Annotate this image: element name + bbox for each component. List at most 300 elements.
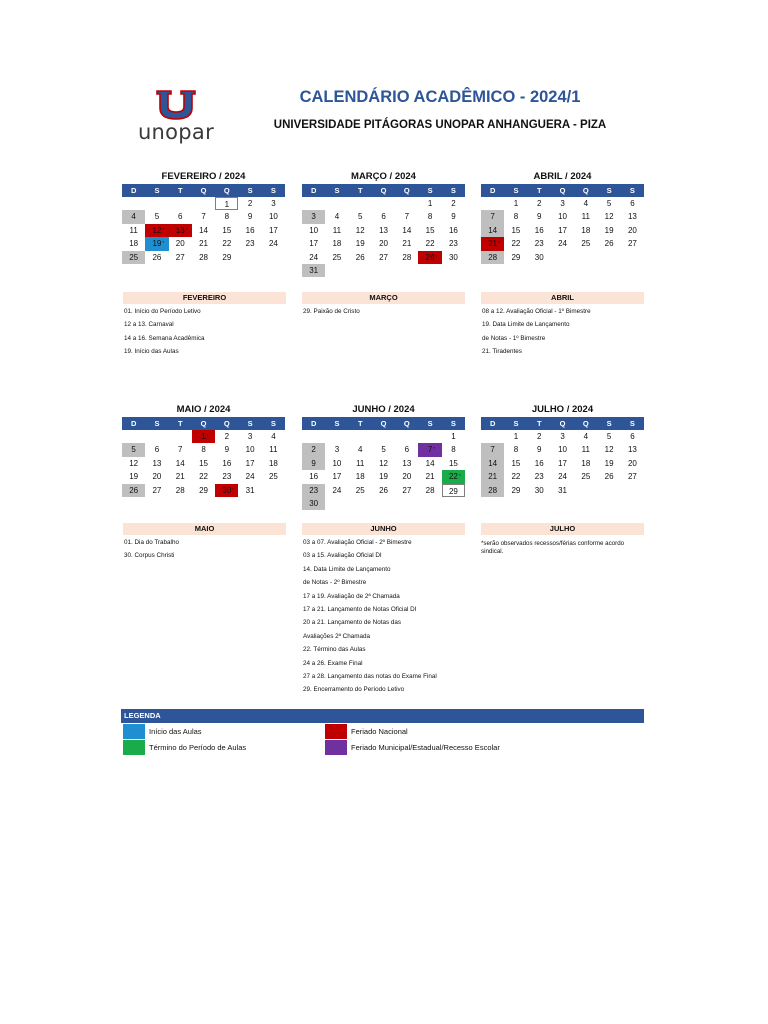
empty-cell bbox=[302, 197, 325, 210]
day-cell bbox=[262, 224, 285, 237]
empty-cell bbox=[122, 430, 145, 443]
day-cell bbox=[528, 197, 551, 210]
day-cell bbox=[372, 237, 395, 250]
day-cell bbox=[442, 210, 465, 223]
calendar-grid bbox=[302, 417, 465, 510]
day-number: 8 bbox=[451, 445, 456, 455]
day-cell bbox=[169, 484, 192, 497]
day-number: 5 bbox=[154, 212, 160, 222]
day-number: 24 bbox=[309, 252, 319, 262]
day-number: 29 bbox=[425, 252, 435, 262]
day-cell bbox=[169, 210, 192, 223]
empty-cell bbox=[621, 484, 644, 497]
weekday-header: S bbox=[418, 417, 441, 430]
day-number: 14 bbox=[425, 458, 435, 468]
day-number: 12 bbox=[604, 212, 614, 222]
day-cell bbox=[215, 210, 238, 223]
day-cell bbox=[122, 443, 145, 456]
weekday-header: Q bbox=[215, 184, 238, 197]
day-cell bbox=[325, 251, 348, 264]
empty-cell bbox=[349, 264, 372, 277]
day-cell bbox=[238, 237, 261, 250]
day-number: 6 bbox=[178, 212, 183, 222]
day-cell bbox=[621, 210, 644, 223]
legend-label: Feriado Nacional bbox=[351, 727, 408, 736]
day-number: 19 bbox=[604, 225, 614, 235]
day-cell bbox=[122, 237, 145, 250]
day-marker: * bbox=[232, 486, 235, 492]
day-cell bbox=[302, 237, 325, 250]
day-cell bbox=[145, 224, 168, 237]
day-cell bbox=[442, 457, 465, 470]
event-item: 12 a 13. Carnaval bbox=[124, 321, 174, 329]
day-number: 25 bbox=[129, 252, 139, 262]
empty-cell bbox=[145, 197, 168, 210]
day-cell bbox=[169, 224, 192, 237]
day-number: 26 bbox=[604, 239, 614, 249]
municipal-holiday-swatch-icon bbox=[325, 740, 347, 755]
empty-cell bbox=[442, 264, 465, 277]
day-number: 25 bbox=[581, 472, 591, 482]
weekday-header: Q bbox=[395, 184, 418, 197]
day-number: 13 bbox=[627, 445, 637, 455]
day-number: 12 bbox=[129, 458, 139, 468]
month-calendar-may bbox=[122, 403, 285, 497]
day-cell bbox=[418, 443, 441, 456]
day-number: 17 bbox=[245, 458, 255, 468]
event-item: 20 a 21. Lançamento de Notas das bbox=[303, 619, 402, 627]
day-cell bbox=[597, 197, 620, 210]
day-cell bbox=[481, 237, 504, 250]
event-item: 14 a 16. Semana Acadêmica bbox=[124, 334, 205, 342]
day-cell bbox=[145, 484, 168, 497]
day-cell bbox=[122, 210, 145, 223]
day-marker: * bbox=[458, 473, 461, 479]
weekday-header: S bbox=[262, 184, 285, 197]
day-number: 23 bbox=[309, 485, 319, 495]
day-cell bbox=[302, 251, 325, 264]
day-cell bbox=[442, 430, 465, 443]
weekday-header: S bbox=[597, 184, 620, 197]
day-cell bbox=[551, 430, 574, 443]
empty-cell bbox=[262, 484, 285, 497]
day-cell bbox=[302, 470, 325, 483]
day-cell bbox=[192, 457, 215, 470]
empty-cell bbox=[325, 264, 348, 277]
empty-cell bbox=[597, 251, 620, 264]
day-number: 20 bbox=[175, 239, 185, 249]
day-cell bbox=[528, 237, 551, 250]
legend-label: Início das Aulas bbox=[149, 727, 202, 736]
day-number: 1 bbox=[224, 200, 230, 209]
day-number: 13 bbox=[379, 225, 388, 235]
day-cell bbox=[145, 210, 168, 223]
day-cell bbox=[551, 210, 574, 223]
empty-cell bbox=[372, 497, 395, 510]
day-number: 10 bbox=[332, 458, 342, 468]
day-number: 28 bbox=[175, 485, 185, 495]
day-cell bbox=[262, 197, 285, 210]
end-swatch-icon bbox=[123, 740, 145, 755]
events-list-may bbox=[124, 536, 289, 563]
day-number: 7 bbox=[427, 445, 433, 455]
day-cell bbox=[504, 443, 527, 456]
day-number: 1 bbox=[513, 199, 519, 208]
day-cell bbox=[215, 457, 238, 470]
day-number: 27 bbox=[627, 239, 637, 249]
day-number: 18 bbox=[581, 458, 591, 468]
day-number: 25 bbox=[332, 252, 342, 262]
day-cell bbox=[528, 484, 551, 497]
day-cell bbox=[395, 251, 418, 264]
month-calendar-june bbox=[302, 403, 465, 510]
day-cell bbox=[215, 443, 238, 456]
day-cell bbox=[302, 210, 325, 223]
day-marker: * bbox=[206, 433, 209, 438]
day-cell bbox=[621, 457, 644, 470]
day-number: 8 bbox=[513, 212, 519, 222]
day-cell bbox=[169, 251, 192, 264]
day-cell bbox=[215, 197, 238, 210]
day-cell bbox=[238, 210, 261, 223]
day-number: 1 bbox=[451, 432, 456, 441]
day-cell bbox=[262, 457, 285, 470]
day-cell bbox=[551, 224, 574, 237]
day-cell bbox=[528, 470, 551, 483]
day-number: 3 bbox=[247, 432, 253, 441]
day-number: 28 bbox=[488, 485, 498, 495]
month-calendar-april bbox=[481, 170, 644, 264]
weekday-header: Q bbox=[551, 184, 574, 197]
day-cell bbox=[349, 443, 372, 456]
day-number: 20 bbox=[379, 239, 388, 249]
day-cell bbox=[597, 443, 620, 456]
day-number: 3 bbox=[560, 199, 565, 208]
logo-u-icon bbox=[154, 90, 198, 120]
day-cell bbox=[262, 443, 285, 456]
day-cell bbox=[215, 470, 238, 483]
day-number: 6 bbox=[630, 199, 635, 208]
day-number: 26 bbox=[129, 485, 139, 495]
empty-cell bbox=[349, 497, 372, 510]
day-cell bbox=[192, 224, 215, 237]
day-number: 13 bbox=[627, 212, 637, 222]
events-header-february: FEVEREIRO bbox=[123, 292, 286, 304]
weekday-header: T bbox=[169, 184, 192, 197]
event-item: 19. Data Limite de Lançamento bbox=[482, 321, 570, 329]
day-number: 21 bbox=[175, 472, 185, 482]
day-cell bbox=[349, 237, 372, 250]
day-number: 29 bbox=[448, 486, 458, 496]
weekday-header: Q bbox=[395, 417, 418, 430]
day-number: 7 bbox=[490, 445, 495, 455]
month-title: MAIO / 2024 bbox=[176, 404, 231, 415]
events-header-march: MARÇO bbox=[302, 292, 465, 304]
day-cell bbox=[418, 251, 441, 264]
day-number: 23 bbox=[245, 239, 255, 249]
weekday-header: S bbox=[442, 417, 465, 430]
day-cell bbox=[574, 430, 597, 443]
day-cell bbox=[395, 470, 418, 483]
day-cell bbox=[325, 210, 348, 223]
day-cell bbox=[395, 443, 418, 456]
day-number: 10 bbox=[558, 212, 567, 222]
day-cell bbox=[145, 237, 168, 250]
event-item: 21. Tiradentes bbox=[482, 348, 522, 356]
day-number: 31 bbox=[245, 485, 255, 495]
day-number: 1 bbox=[513, 432, 519, 441]
page-title: CALENDÁRIO ACADÊMICO - 2024/1 bbox=[299, 88, 581, 106]
day-number: 11 bbox=[581, 445, 590, 455]
day-cell bbox=[597, 470, 620, 483]
day-number: 23 bbox=[222, 472, 232, 482]
month-title: MARÇO / 2024 bbox=[351, 171, 416, 182]
day-cell bbox=[481, 210, 504, 223]
unopar-logo bbox=[134, 90, 218, 148]
day-cell bbox=[395, 210, 418, 223]
day-number: 14 bbox=[488, 458, 498, 468]
empty-cell bbox=[302, 430, 325, 443]
day-cell bbox=[551, 197, 574, 210]
day-cell bbox=[349, 224, 372, 237]
day-number: 9 bbox=[537, 212, 542, 222]
logo-text: unopar bbox=[137, 120, 215, 144]
day-cell bbox=[504, 457, 527, 470]
day-number: 3 bbox=[560, 432, 565, 441]
day-number: 16 bbox=[222, 458, 232, 468]
day-number: 8 bbox=[201, 445, 206, 455]
day-cell bbox=[621, 470, 644, 483]
day-cell bbox=[215, 237, 238, 250]
month-calendar-february bbox=[122, 170, 285, 264]
month-title: JUNHO / 2024 bbox=[352, 404, 415, 415]
day-cell bbox=[442, 443, 465, 456]
day-number: 10 bbox=[558, 445, 567, 455]
month-title: ABRIL / 2024 bbox=[533, 171, 592, 182]
day-number: 29 bbox=[511, 252, 521, 262]
day-cell bbox=[574, 457, 597, 470]
day-cell bbox=[325, 457, 348, 470]
day-number: 29 bbox=[511, 485, 521, 495]
day-cell bbox=[442, 224, 465, 237]
weekday-header: Q bbox=[215, 417, 238, 430]
weekday-header: S bbox=[504, 184, 527, 197]
day-number: 1 bbox=[201, 432, 206, 441]
day-number: 20 bbox=[627, 458, 637, 468]
empty-cell bbox=[122, 197, 145, 210]
day-number: 9 bbox=[537, 445, 542, 455]
day-number: 10 bbox=[309, 225, 319, 235]
day-cell bbox=[238, 484, 261, 497]
day-cell bbox=[504, 224, 527, 237]
weekday-header: Q bbox=[574, 184, 597, 197]
day-cell bbox=[504, 210, 527, 223]
weekday-header: D bbox=[302, 417, 325, 430]
day-number: 5 bbox=[606, 199, 612, 208]
day-cell bbox=[418, 237, 441, 250]
legend-label: Feriado Municipal/Estadual/Recesso Escolar bbox=[351, 743, 500, 752]
weekday-header: D bbox=[481, 417, 504, 430]
day-cell bbox=[574, 210, 597, 223]
day-cell bbox=[481, 251, 504, 264]
day-cell bbox=[504, 470, 527, 483]
empty-cell bbox=[418, 497, 441, 510]
day-cell bbox=[442, 484, 465, 497]
day-number: 11 bbox=[269, 445, 278, 455]
day-cell bbox=[302, 224, 325, 237]
day-cell bbox=[442, 251, 465, 264]
day-number: 3 bbox=[271, 199, 276, 208]
empty-cell bbox=[325, 497, 348, 510]
day-number: 9 bbox=[247, 212, 253, 222]
day-number: 18 bbox=[129, 239, 139, 249]
weekday-header: S bbox=[621, 417, 644, 430]
day-number: 22 bbox=[511, 472, 521, 482]
day-number: 24 bbox=[558, 239, 567, 249]
day-cell bbox=[238, 457, 261, 470]
day-cell bbox=[192, 251, 215, 264]
day-number: 15 bbox=[511, 458, 521, 468]
day-cell bbox=[395, 237, 418, 250]
day-number: 22 bbox=[425, 239, 435, 249]
day-cell bbox=[302, 484, 325, 497]
day-cell bbox=[395, 457, 418, 470]
day-cell bbox=[442, 470, 465, 483]
day-number: 7 bbox=[178, 445, 183, 455]
day-cell bbox=[349, 210, 372, 223]
event-item: 22. Término das Aulas bbox=[303, 646, 366, 654]
calendar-grid bbox=[122, 184, 285, 264]
day-marker: * bbox=[498, 240, 500, 246]
events-header-june: JUNHO bbox=[302, 523, 465, 535]
weekday-header: T bbox=[349, 417, 372, 430]
empty-cell bbox=[481, 197, 504, 210]
day-number: 21 bbox=[425, 472, 435, 482]
day-cell bbox=[551, 470, 574, 483]
day-cell bbox=[215, 251, 238, 264]
event-item: 03 a 15. Avaliação Oficial DI bbox=[303, 552, 382, 560]
empty-cell bbox=[372, 197, 395, 210]
day-number: 5 bbox=[358, 212, 363, 222]
day-cell bbox=[574, 224, 597, 237]
day-cell bbox=[122, 470, 145, 483]
day-cell bbox=[481, 484, 504, 497]
day-number: 18 bbox=[355, 472, 365, 482]
weekday-header: S bbox=[238, 417, 261, 430]
day-number: 3 bbox=[311, 212, 316, 222]
day-cell bbox=[122, 224, 145, 237]
day-cell bbox=[145, 457, 168, 470]
day-cell bbox=[262, 237, 285, 250]
day-number: 21 bbox=[402, 239, 412, 249]
day-marker: * bbox=[162, 240, 165, 246]
calendar-grid bbox=[302, 184, 465, 277]
day-cell bbox=[192, 484, 215, 497]
day-cell bbox=[302, 443, 325, 456]
day-number: 22 bbox=[199, 472, 208, 482]
day-number: 17 bbox=[558, 225, 567, 235]
day-number: 28 bbox=[488, 252, 498, 262]
day-cell bbox=[504, 430, 527, 443]
day-number: 13 bbox=[175, 225, 185, 235]
day-number: 27 bbox=[379, 252, 388, 262]
day-number: 7 bbox=[201, 212, 206, 222]
day-number: 14 bbox=[488, 225, 498, 235]
month-title: JULHO / 2024 bbox=[531, 404, 594, 415]
weekday-header: Q bbox=[372, 417, 395, 430]
page-subtitle: UNIVERSIDADE PITÁGORAS UNOPAR ANHANGUERA - PIZA bbox=[273, 119, 607, 131]
event-item: de Notas - 1º Bimestre bbox=[482, 334, 546, 342]
event-item: 29. Paixão de Cristo bbox=[303, 308, 360, 315]
day-cell bbox=[238, 197, 261, 210]
day-cell bbox=[372, 470, 395, 483]
day-number: 29 bbox=[199, 485, 208, 495]
day-cell bbox=[192, 237, 215, 250]
day-number: 28 bbox=[199, 252, 208, 262]
day-number: 9 bbox=[311, 458, 316, 468]
events-header-july: JULHO bbox=[481, 523, 644, 535]
start-swatch-icon bbox=[123, 724, 145, 739]
weekday-header: S bbox=[145, 184, 168, 197]
day-number: 22 bbox=[448, 472, 458, 482]
day-number: 3 bbox=[334, 445, 340, 455]
day-cell bbox=[325, 224, 348, 237]
calendar-grid bbox=[481, 184, 644, 264]
event-item: Avaliações 2ª Chamada bbox=[303, 632, 370, 640]
day-cell bbox=[238, 430, 261, 443]
day-cell bbox=[418, 197, 441, 210]
day-number: 14 bbox=[175, 458, 185, 468]
day-number: 2 bbox=[311, 445, 316, 455]
day-number: 2 bbox=[247, 199, 253, 208]
day-cell bbox=[349, 470, 372, 483]
empty-cell bbox=[395, 197, 418, 210]
day-number: 26 bbox=[355, 252, 365, 262]
weekday-header: T bbox=[528, 417, 551, 430]
event-item: 03 a 07. Avaliação Oficial - 2º Bimestre bbox=[303, 539, 412, 546]
day-number: 6 bbox=[630, 432, 635, 441]
day-number: 18 bbox=[581, 225, 591, 235]
empty-cell bbox=[395, 264, 418, 277]
day-cell bbox=[504, 251, 527, 264]
day-number: 25 bbox=[268, 472, 278, 482]
day-number: 8 bbox=[224, 212, 230, 222]
day-cell bbox=[325, 237, 348, 250]
weekday-header: S bbox=[238, 184, 261, 197]
day-number: 4 bbox=[271, 432, 276, 441]
day-cell bbox=[551, 457, 574, 470]
empty-cell bbox=[574, 251, 597, 264]
day-cell bbox=[418, 224, 441, 237]
day-number: 27 bbox=[402, 485, 412, 495]
day-cell bbox=[481, 443, 504, 456]
day-cell bbox=[122, 457, 145, 470]
day-marker: * bbox=[433, 446, 436, 452]
day-number: 29 bbox=[222, 252, 232, 262]
day-number: 27 bbox=[175, 252, 185, 262]
day-cell bbox=[621, 224, 644, 237]
day-number: 26 bbox=[152, 252, 162, 262]
day-number: 13 bbox=[152, 458, 162, 468]
empty-cell bbox=[395, 430, 418, 443]
day-cell bbox=[597, 457, 620, 470]
day-cell bbox=[418, 457, 441, 470]
day-cell bbox=[372, 484, 395, 497]
weekday-header: S bbox=[504, 417, 527, 430]
july-note: *serão observados recessos/férias conforme acordo sindical. bbox=[481, 540, 625, 555]
empty-cell bbox=[262, 251, 285, 264]
day-number: 11 bbox=[129, 225, 138, 235]
